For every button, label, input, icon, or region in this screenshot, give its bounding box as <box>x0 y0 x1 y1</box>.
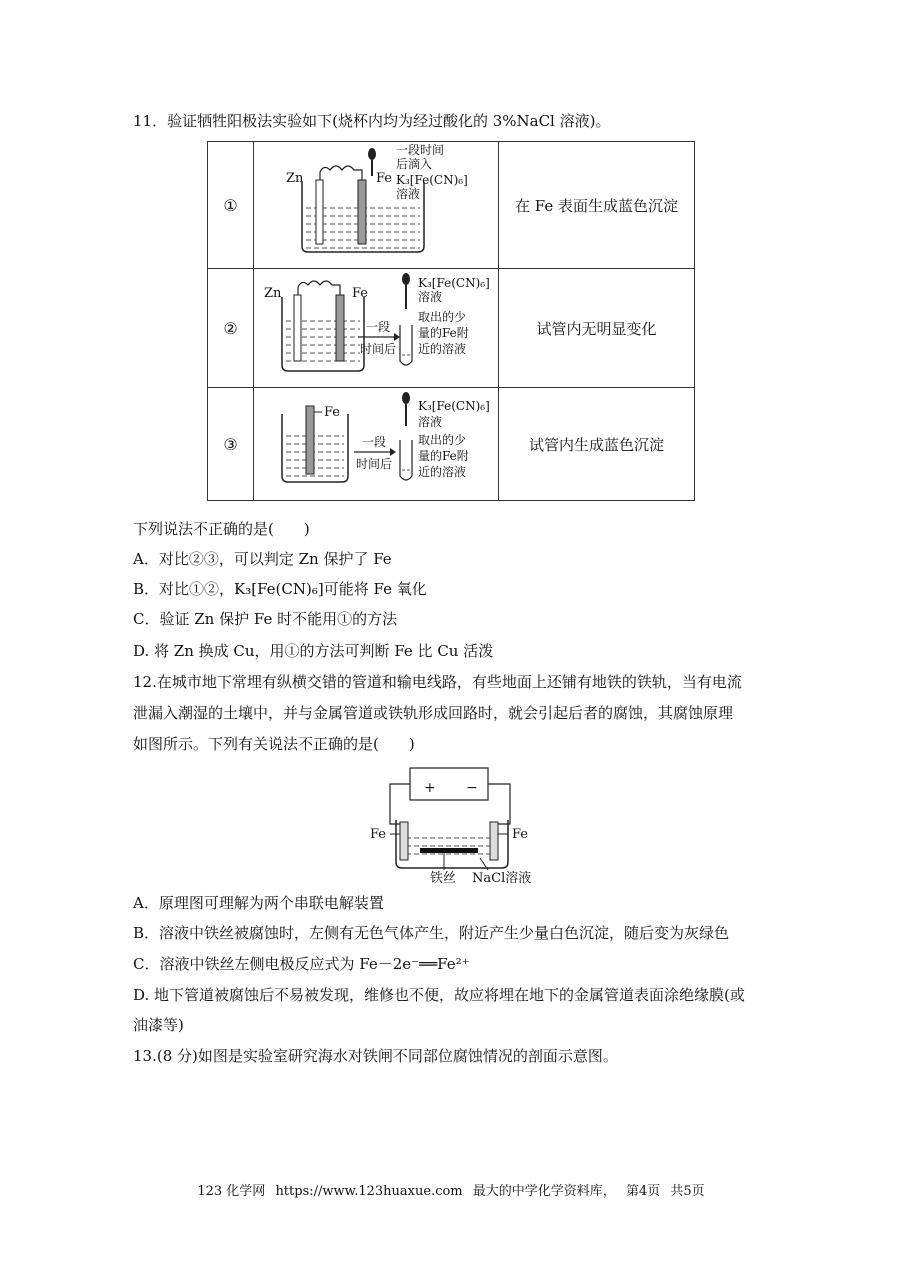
q12-option-a[interactable]: A．原理图可理解为两个串联电解装置 <box>133 894 384 912</box>
question-12-stem-3: 如图所示。下列有关说法不正确的是( ) <box>133 735 415 753</box>
footer-url[interactable]: https://www.123huaxue.com <box>275 1184 463 1199</box>
sample-label-2: 量的Fe附 <box>418 326 469 340</box>
zn-label: Zn <box>286 171 304 186</box>
beaker-fe-only-icon <box>254 388 498 496</box>
sample-label-3: 近的溶液 <box>418 342 467 356</box>
label-line-3: K₃[Fe(CN)₆] <box>396 173 468 187</box>
experiment-figure-3 <box>254 388 499 501</box>
row-number: ③ <box>208 388 254 501</box>
option-b[interactable]: B．对比①②，K₃[Fe(CN)₆]可能将 Fe 氧化 <box>133 580 427 598</box>
footer-site: 123 化学网 <box>197 1184 266 1199</box>
positive-terminal: + <box>424 780 436 796</box>
reagent-label: K₃[Fe(CN)₆] <box>418 276 490 290</box>
option-c[interactable]: C．验证 Zn 保护 Fe 时不能用①的方法 <box>133 610 398 628</box>
q12-option-b[interactable]: B．溶液中铁丝被腐蚀时，左侧有无色气体产生，附近产生少量白色沉淀，随后变为灰绿色 <box>133 924 730 942</box>
table-row <box>208 142 695 269</box>
iron-wire-label: 铁丝 <box>430 871 457 886</box>
q12-option-d-cont: 油漆等) <box>133 1016 184 1034</box>
q12-option-d[interactable]: D. 地下管道被腐蚀后不易被发现，维修也不便，故应将埋在地下的金属管道表面涂绝缘膜(或 <box>133 986 745 1004</box>
experiment-figure-1 <box>254 142 499 269</box>
question-11-stem: 11．验证牺牲阳极法实验如下(烧杯内均为经过酸化的 3%NaCl 溶液)。 <box>133 112 611 130</box>
fe-label: Fe <box>352 286 369 301</box>
arrow-label-1: 一段 <box>366 320 391 334</box>
sample-label-2: 量的Fe附 <box>418 449 469 463</box>
row-result: 在 Fe 表面生成蓝色沉淀 <box>499 142 695 269</box>
option-d[interactable]: D. 将 Zn 换成 Cu，用①的方法可判断 Fe 比 Cu 活泼 <box>133 642 494 660</box>
row-number: ① <box>208 142 254 269</box>
label-line-1: 一段时间 <box>396 143 445 157</box>
sample-label-1: 取出的少 <box>418 433 467 447</box>
arrow-label-1: 一段 <box>362 435 387 449</box>
question-12-stem-2: 泄漏入潮湿的土壤中，并与金属管道或铁轨形成回路时，就会引起后者的腐蚀，其腐蚀原理 <box>133 704 734 722</box>
fe-left-label: Fe <box>370 827 387 842</box>
fe-label: Fe <box>376 171 393 186</box>
q12-option-c[interactable]: C．溶液中铁丝左侧电极反应式为 Fe－2e⁻══Fe²⁺ <box>133 955 470 973</box>
row-number: ② <box>208 269 254 388</box>
negative-terminal: − <box>466 780 478 796</box>
reagent-label-2: 溶液 <box>418 415 443 429</box>
page-footer <box>0 1180 902 1199</box>
label-line-4: 溶液 <box>396 187 421 201</box>
question-11-prompt: 下列说法不正确的是( ) <box>133 520 310 538</box>
arrow-label-2: 时间后 <box>360 342 397 356</box>
sample-label-1: 取出的少 <box>418 310 467 324</box>
reagent-label-2: 溶液 <box>418 290 443 304</box>
fe-label: Fe <box>324 405 341 420</box>
electrolysis-diagram-icon <box>360 762 560 888</box>
question-12-stem-1: 12.在城市地下常埋有纵横交错的管道和输电线路，有些地面上还铺有地铁的铁轨，当有电流 <box>133 673 742 691</box>
sample-label-3: 近的溶液 <box>418 465 467 479</box>
question-13-stem: 13.(8 分)如图是实验室研究海水对铁闸不同部位腐蚀情况的剖面示意图。 <box>133 1047 618 1065</box>
footer-slogan: 最大的中学化学资料库， <box>472 1184 616 1199</box>
footer-total: 共5页 <box>670 1184 705 1199</box>
table-row <box>208 388 695 501</box>
footer-page: 第4页 <box>625 1184 661 1199</box>
experiment-table <box>207 141 695 501</box>
nacl-solution-label: NaCl溶液 <box>472 871 532 886</box>
experiment-figure-2 <box>254 269 499 388</box>
table-row <box>208 269 695 388</box>
arrow-label-2: 时间后 <box>356 457 393 471</box>
zn-label: Zn <box>264 286 282 301</box>
beaker-zn-fe-icon <box>254 142 498 264</box>
row-result: 试管内无明显变化 <box>499 269 695 388</box>
label-line-2: 后滴入 <box>396 157 433 171</box>
beaker-transfer-icon <box>254 269 498 383</box>
row-result: 试管内生成蓝色沉淀 <box>499 388 695 501</box>
fe-right-label: Fe <box>512 827 529 842</box>
reagent-label: K₃[Fe(CN)₆] <box>418 399 490 413</box>
option-a[interactable]: A．对比②③，可以判定 Zn 保护了 Fe <box>133 550 392 568</box>
